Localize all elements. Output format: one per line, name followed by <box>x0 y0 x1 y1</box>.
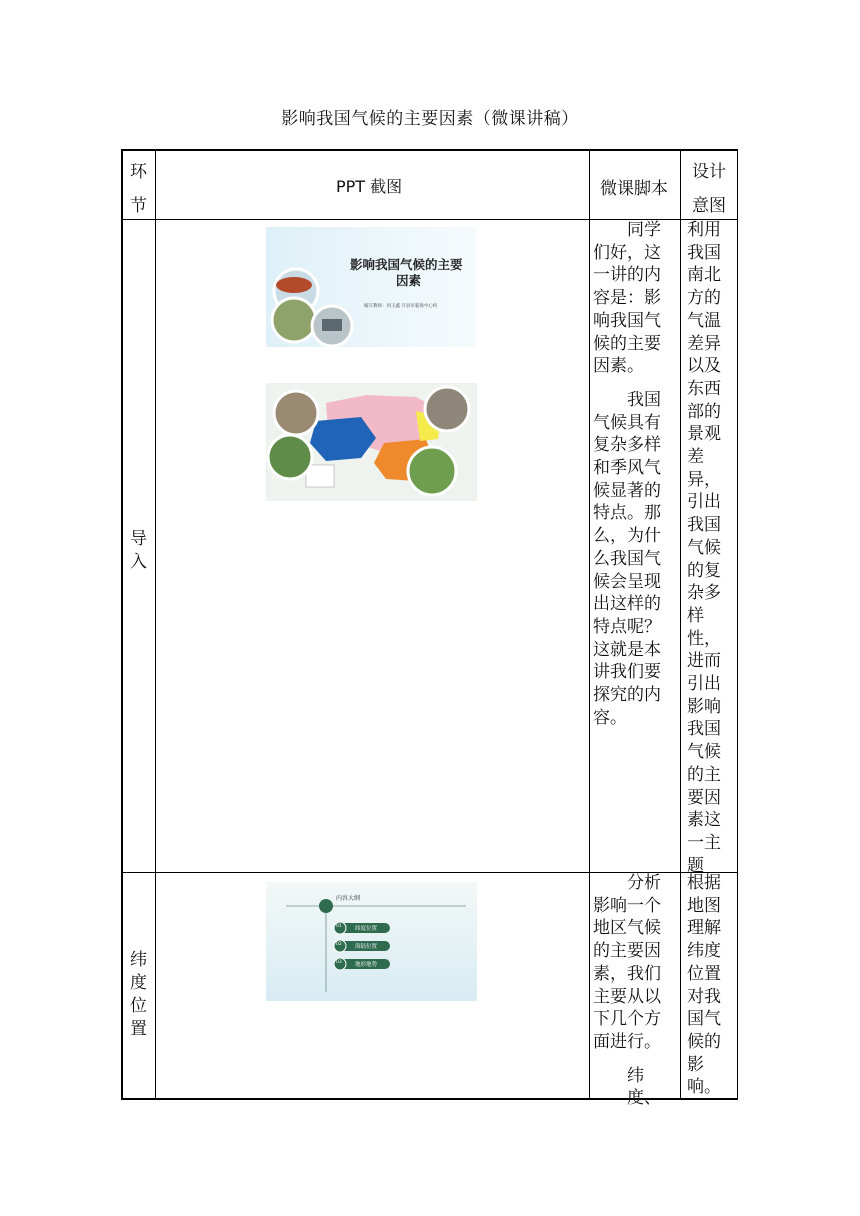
text-line: 因素。 <box>593 356 644 377</box>
row1-intent <box>687 219 735 877</box>
row-section-char: 纬 <box>130 950 147 970</box>
text-line: 地图 <box>687 895 721 916</box>
text-line: 候的 <box>687 1031 721 1052</box>
row-section-char: 度 <box>130 973 147 993</box>
slide1-byline: 编写教师：何玉鑫 开县市临海中心校 <box>364 304 438 309</box>
outline-item-label: 地形地势 <box>355 962 378 968</box>
slide1-heading: 影响我国气候的主要 <box>350 257 463 272</box>
text-line: 们好，这 <box>593 242 661 263</box>
text-line: 南北 <box>687 265 721 286</box>
text-line: 纬度、 <box>627 1065 661 1109</box>
text-line: 我国 <box>687 242 721 263</box>
text-line: 一主 <box>687 832 721 853</box>
row-section-char: 导 <box>130 529 147 549</box>
script-paragraph <box>593 1065 677 1110</box>
text-line: 候会呈现 <box>593 571 661 592</box>
text-line: 地区气候 <box>593 918 661 939</box>
row1-script <box>593 219 677 729</box>
text-line: 方的 <box>687 288 721 309</box>
text-line: 下几个方 <box>593 1009 661 1030</box>
text-line: 部的 <box>687 401 721 422</box>
photo-circle <box>425 387 469 431</box>
text-line: 容是：影 <box>593 288 661 309</box>
doc-title: 影响我国气候的主要因素（微课讲稿） <box>281 109 579 129</box>
table-border-top <box>121 149 738 151</box>
text-line: 的复 <box>687 560 721 581</box>
outline-num: 01 <box>336 924 342 929</box>
text-line: 性， <box>687 628 721 649</box>
text-line: 主要从以 <box>593 986 661 1007</box>
row2-script <box>593 872 677 1110</box>
script-paragraph <box>593 872 677 1054</box>
col-divider <box>589 149 590 1100</box>
text-line: 对我 <box>687 986 721 1007</box>
header-ppt: PPT 截图 <box>336 177 403 196</box>
text-line: 和季风气 <box>593 458 661 479</box>
header-section-char: 节 <box>130 196 147 216</box>
text-line: 这就是本 <box>593 639 661 660</box>
slide-decor <box>266 227 477 347</box>
script-paragraph <box>593 219 677 378</box>
text-line: 讲我们要 <box>593 662 661 683</box>
text-line: 同学 <box>627 220 661 240</box>
outline-item-label: 纬度位置 <box>355 926 378 932</box>
text-line: 景观 <box>687 424 721 445</box>
text-line: 么我国气 <box>593 548 661 569</box>
text-line: 影响一个 <box>593 895 661 916</box>
text-line: 容。 <box>593 707 627 728</box>
outline-heading: 内容大纲 <box>336 895 361 902</box>
ppt-slide-map <box>266 383 477 501</box>
text-line: 气候 <box>687 537 721 558</box>
script-paragraph <box>593 389 677 730</box>
text-line: 理解 <box>687 918 721 939</box>
text-line: 杂多 <box>687 583 721 604</box>
text-line: 我国 <box>687 515 721 536</box>
text-line: 的主要因 <box>593 941 661 962</box>
text-line: 气温 <box>687 310 721 331</box>
text-line: 素，我们 <box>593 963 661 984</box>
table-border-left <box>121 149 123 1100</box>
table-border-right <box>737 149 739 1100</box>
outline-item-label: 海陆位置 <box>355 944 378 950</box>
ppt-slide-title <box>266 227 477 347</box>
text-line: 差 <box>687 447 704 468</box>
text-line: 异， <box>687 469 721 490</box>
header-section-char: 环 <box>130 162 147 182</box>
text-line: 分析 <box>627 873 661 893</box>
table <box>121 149 738 1109</box>
text-line: 面进行。 <box>593 1031 661 1052</box>
text-line: 响我国气 <box>593 310 661 331</box>
china-climate-map <box>266 383 477 501</box>
text-line: 候的主要 <box>593 333 661 354</box>
text-line: 国气 <box>687 1009 721 1030</box>
photo-mountain <box>276 277 312 293</box>
text-line: 出这样的 <box>593 594 661 615</box>
text-line: 响。 <box>687 1077 721 1098</box>
text-line: 影 <box>687 1054 704 1075</box>
header-intent: 设计 <box>692 162 726 182</box>
text-line: 特点。那 <box>593 503 661 524</box>
text-line: 以及 <box>687 356 721 377</box>
ppt-slide-outline <box>266 882 477 1001</box>
slide1-heading: 因素 <box>396 273 422 288</box>
text-line: 引出 <box>687 492 721 513</box>
text-line: 根据 <box>687 873 721 893</box>
outline-node <box>319 899 333 913</box>
text-line: 我国 <box>627 389 661 410</box>
text-line: 题 <box>687 855 704 876</box>
text-line: 东西 <box>687 378 721 399</box>
text-line: 素这 <box>687 810 721 831</box>
outline-num: 03 <box>336 960 342 965</box>
text-line: 纬度 <box>687 941 721 962</box>
text-line: 要因 <box>687 787 721 808</box>
col-divider <box>155 149 156 1100</box>
text-line: 利用 <box>687 220 721 240</box>
text-line: 探究的内 <box>593 685 661 706</box>
text-line: 我国 <box>687 719 721 740</box>
text-line: 特点呢？ <box>593 616 661 637</box>
text-line: 影响 <box>687 696 721 717</box>
row-section-char: 位 <box>130 996 147 1016</box>
text-line: 样 <box>687 605 704 626</box>
text-line: 么，为什 <box>593 526 661 547</box>
photo-circle <box>272 298 316 342</box>
col-divider <box>680 149 681 1100</box>
row2-intent <box>687 872 735 1099</box>
text-line: 的主 <box>687 764 721 785</box>
photo-circle <box>274 391 318 435</box>
text-line: 位置 <box>687 963 721 984</box>
photo-circle <box>408 447 456 495</box>
outline-num: 02 <box>336 942 342 947</box>
photo-detail <box>322 319 342 331</box>
text-line: 引出 <box>687 674 721 695</box>
text-line: 进而 <box>687 651 721 672</box>
header-intent: 意图 <box>692 196 726 216</box>
text-line: 差异 <box>687 333 721 354</box>
header-script: 微课脚本 <box>600 179 668 199</box>
text-line: 气候 <box>687 742 721 763</box>
text-line: 候显著的 <box>593 480 661 501</box>
text-line: 一讲的内 <box>593 265 661 286</box>
row-section-char: 入 <box>130 552 147 572</box>
row-section-char: 置 <box>130 1019 147 1039</box>
text-line: 气候具有 <box>593 412 661 433</box>
photo-circle <box>268 435 312 479</box>
text-line: 复杂多样 <box>593 435 661 456</box>
